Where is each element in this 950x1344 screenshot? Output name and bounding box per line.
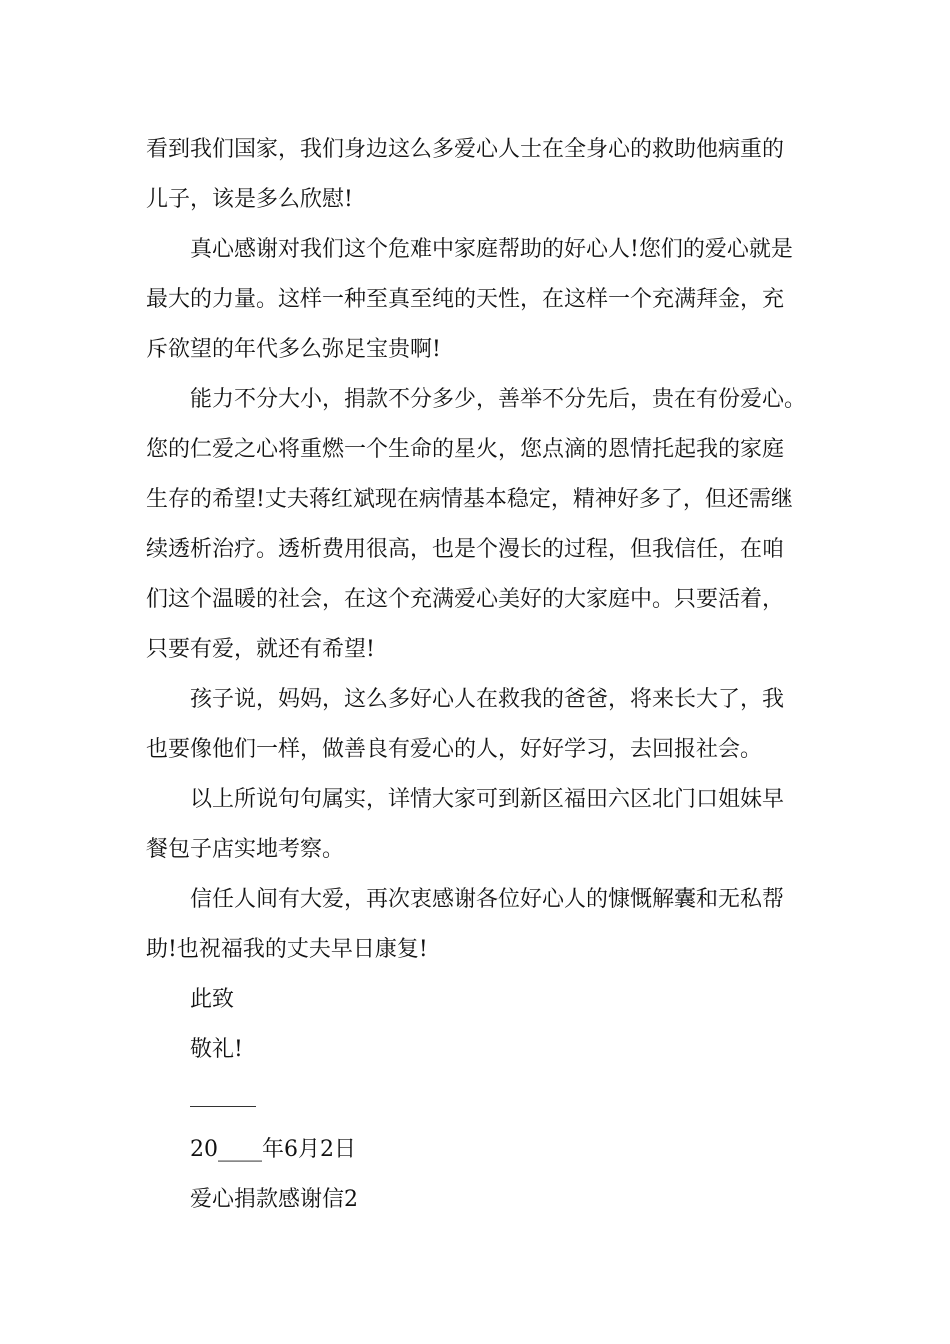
signature-line <box>190 1106 256 1107</box>
text-line-12: 孩子说，妈妈，这么多好心人在救我的爸爸，将来长大了，我 <box>190 687 785 712</box>
text-line-9: 续透析治疗。透析费用很高，也是个漫长的过程，但我信任，在咱 <box>146 537 785 562</box>
text-line-7: 您的仁爱之心将重燃一个生命的星火，您点滴的恩情托起我的家庭 <box>146 437 785 462</box>
text-line-13: 也要像他们一样，做善良有爱心的人，好好学习，去回报社会。 <box>146 737 763 762</box>
text-line-11: 只要有爱，就还有希望! <box>146 637 375 662</box>
next-letter-title: 爱心捐款感谢信2 <box>190 1187 358 1212</box>
date-text: 20____年6月2日 <box>190 1137 356 1162</box>
text-line-5: 斥欲望的年代多么弥足宝贵啊! <box>146 337 441 362</box>
text-line-14: 以上所说句句属实，详情大家可到新区福田六区北门口姐妹早 <box>190 787 785 812</box>
salute-text: 敬礼! <box>190 1037 243 1062</box>
text-line-4: 最大的力量。这样一种至真至纯的天性，在这样一个充满拜金，充 <box>146 287 785 312</box>
closing-text: 此致 <box>190 987 235 1012</box>
text-line-17: 助!也祝福我的丈夫早日康复! <box>146 937 428 962</box>
text-line-8: 生存的希望!丈夫蒋红斌现在病情基本稳定，精神好多了，但还需继 <box>146 487 793 512</box>
text-line-2: 儿子，该是多么欣慰! <box>146 187 353 212</box>
text-line-3: 真心感谢对我们这个危难中家庭帮助的好心人!您们的爱心就是 <box>190 237 793 262</box>
text-line-1: 看到我们国家，我们身边这么多爱心人士在全身心的救助他病重的 <box>146 137 785 162</box>
text-line-6: 能力不分大小，捐款不分多少，善举不分先后，贵在有份爱心。 <box>190 387 807 412</box>
text-line-10: 们这个温暖的社会，在这个充满爱心美好的大家庭中。只要活着， <box>146 587 785 612</box>
text-line-16: 信任人间有大爱，再次衷感谢各位好心人的慷慨解囊和无私帮 <box>190 887 785 912</box>
text-line-15: 餐包子店实地考察。 <box>146 837 345 862</box>
